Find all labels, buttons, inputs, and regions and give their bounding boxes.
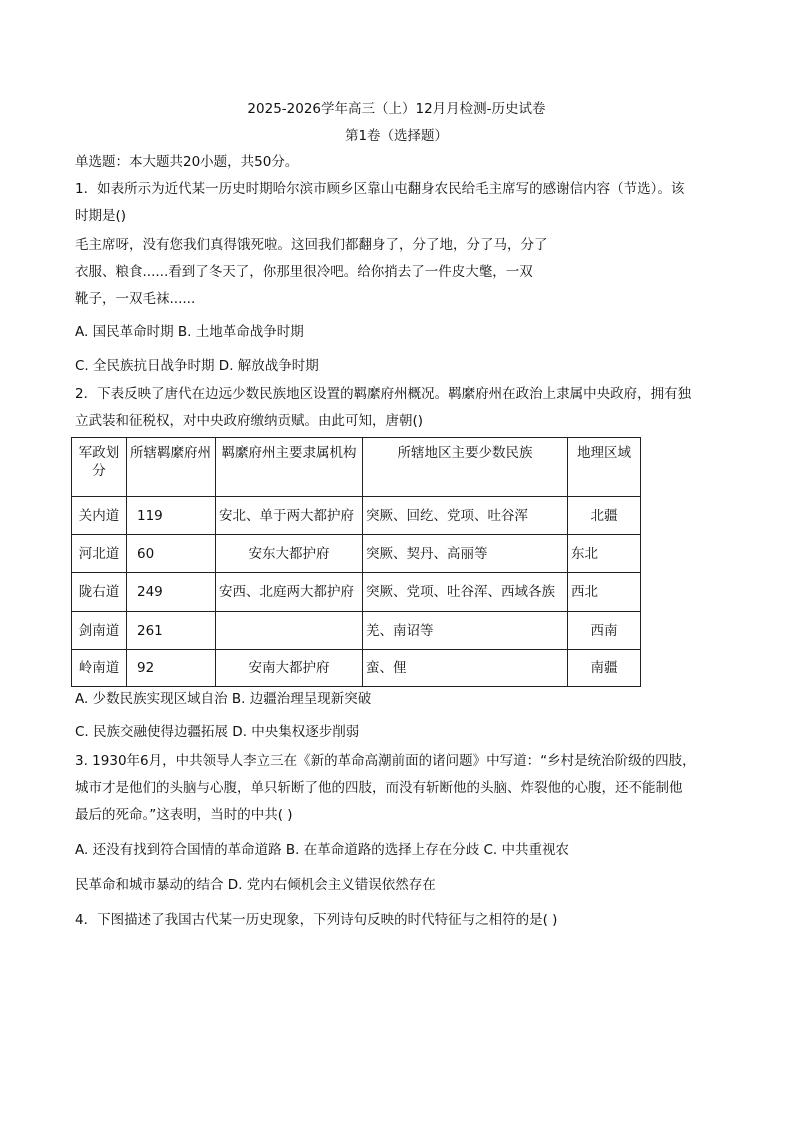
cell-peoples: 突厥、契丹、高丽等 <box>363 535 568 573</box>
cell-agency: 安东大都护府 <box>216 535 363 573</box>
q3-stem-line1: 3. 1930年6月，中共领导人李立三在《新的革命高潮前面的诸问题》中写道：“乡村是统治阶级的四肢， <box>75 753 696 769</box>
q3-stem-line2: 城市才是他们的头脑与心腹，单只斩断了他的四肢，而没有斩断他的头脑、炸裂他的心腹，还不能制他 <box>75 780 683 796</box>
cell-peoples: 突厥、回纥、党项、吐谷浑 <box>363 497 568 535</box>
table-header-cell: 所辖地区主要少数民族 <box>363 438 568 497</box>
q2-stem-line1: 2．下表反映了唐代在边远少数民族地区设置的羁縻府州概况。羁縻府州在政治上隶属中央政府，拥有独 <box>75 386 692 402</box>
cell-peoples: 蛮、俚 <box>363 650 568 687</box>
cell-area: 东北 <box>568 535 641 573</box>
q1-quote-line3: 靴子，一双毛袜...... <box>75 291 196 307</box>
cell-peoples: 突厥、党项、吐谷浑、西域各族 <box>363 573 568 612</box>
q1-quote-line1: 毛主席呀，没有您我们真得饿死啦。这回我们都翻身了，分了地，分了马，分了 <box>75 237 548 253</box>
cell-region: 剑南道 <box>72 612 127 650</box>
q2-stem-line2: 立武装和征税权，对中央政府缴纳贡赋。由此可知，唐朝() <box>75 413 424 429</box>
table-header-cell: 军政划分 <box>72 438 127 497</box>
cell-count: 92 <box>127 650 216 687</box>
q1-stem-line1: 1．如表所示为近代某一历史时期哈尔滨市顾乡区靠山屯翻身农民给毛主席写的感谢信内容（节选）。该 <box>75 181 685 197</box>
cell-region: 陇右道 <box>72 573 127 612</box>
cell-area: 西南 <box>568 612 641 650</box>
cell-area: 西北 <box>568 573 641 612</box>
q3-options-line1: A. 还没有找到符合国情的革命道路 B. 在革命道路的选择上存在分歧 C. 中共重视农 <box>75 842 570 858</box>
cell-count: 119 <box>127 497 216 535</box>
table-header-cell: 所辖羁縻府州 <box>127 438 216 497</box>
cell-count: 261 <box>127 612 216 650</box>
q1-options-line1: A. 国民革命时期 B. 土地革命战争时期 <box>75 324 304 340</box>
q4-stem-line1: 4．下图描述了我国古代某一历史现象，下列诗句反映的时代特征与之相符的是( ) <box>75 912 558 928</box>
q1-quote-line2: 衣服、粮食......看到了冬天了，你那里很冷吧。给你捎去了一件皮大氅，一双 <box>75 264 533 280</box>
q3-options-line2: 民革命和城市暴动的结合 D. 党内右倾机会主义错误依然存在 <box>75 877 436 893</box>
cell-count: 60 <box>127 535 216 573</box>
table-row <box>72 535 641 573</box>
cell-region: 岭南道 <box>72 650 127 687</box>
cell-agency: 安南大都护府 <box>216 650 363 687</box>
section-label: 单选题：本大题共20小题，共50分。 <box>75 154 299 170</box>
cell-area: 南疆 <box>568 650 641 687</box>
cell-peoples: 羌、南诏等 <box>363 612 568 650</box>
table-header-cell: 地理区域 <box>568 438 641 497</box>
q2-table <box>71 437 641 687</box>
q1-options-line2: C. 全民族抗日战争时期 D. 解放战争时期 <box>75 358 319 374</box>
q3-stem-line3: 最后的死命。”这表明，当时的中共( ) <box>75 807 293 823</box>
exam-title: 2025-2026学年高三（上）12月月检测-历史试卷 <box>247 101 546 117</box>
exam-subtitle: 第1卷（选择题） <box>344 128 449 144</box>
q2-options-line1: A. 少数民族实现区域自治 B. 边疆治理呈现新突破 <box>75 691 372 707</box>
table-header-cell: 羁縻府州主要隶属机构 <box>216 438 363 497</box>
q1-stem-line2: 时期是() <box>75 208 127 224</box>
table-row <box>72 650 641 687</box>
q2-options-line2: C. 民族交融使得边疆拓展 D. 中央集权逐步削弱 <box>75 724 360 740</box>
cell-agency: 安西、北庭两大都护府 <box>216 573 363 612</box>
cell-agency: 安北、单于两大都护府 <box>216 497 363 535</box>
table-row <box>72 573 641 612</box>
cell-agency <box>216 612 363 650</box>
table-row <box>72 497 641 535</box>
cell-region: 关内道 <box>72 497 127 535</box>
cell-count: 249 <box>127 573 216 612</box>
cell-region: 河北道 <box>72 535 127 573</box>
table-header-row <box>72 438 641 497</box>
cell-area: 北疆 <box>568 497 641 535</box>
table-row <box>72 612 641 650</box>
